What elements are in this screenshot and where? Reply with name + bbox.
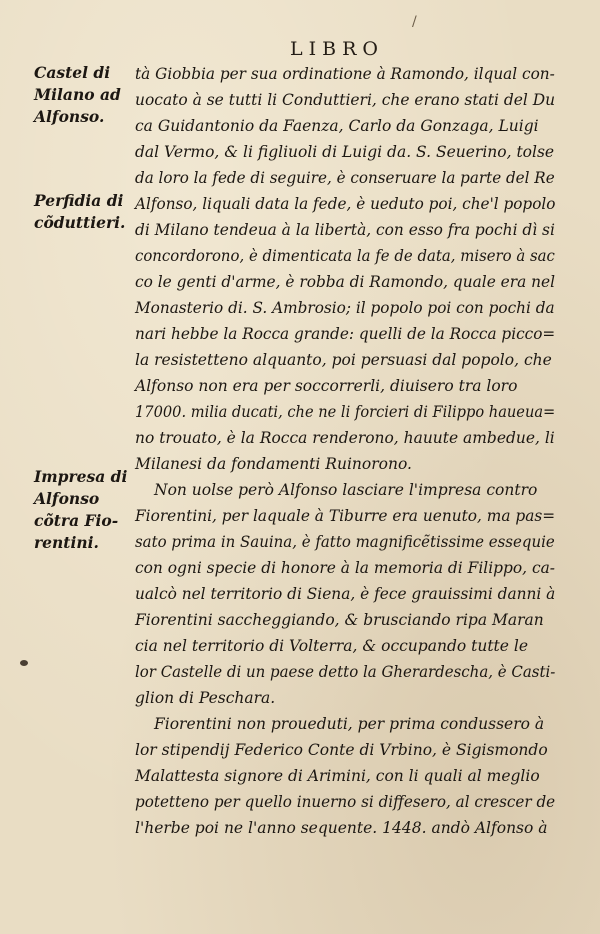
text-line: Alfonso, liquali data la fede, è ueduto poi, che'l popolo (135, 195, 556, 213)
text-line: di Milano tendeua à la libertà, con esso fra pochi dì si (135, 221, 555, 239)
text-line: Alfonso non era per soccorrerli, diuisero tra loro (135, 377, 518, 395)
margin-note-line: Impresa di (34, 467, 128, 486)
text-line: co le genti d'arme, è robba di Ramondo, quale era nel (135, 273, 556, 291)
margin-note-impresa (34, 466, 127, 554)
text-line: Milanesi da fondamenti Ruinorono. (135, 455, 412, 473)
text-line: da loro la fede di seguire, è conseruare la parte del Re (135, 169, 555, 187)
margin-note-perfidia (34, 190, 125, 234)
text-line: 17000. milia ducati, che ne li forcieri di Filippo haueua= (135, 403, 556, 421)
text-line: Fiorentini saccheggiando, & brusciando ripa Maran (135, 611, 544, 629)
margin-note-line: rentini. (34, 533, 99, 552)
running-header: LIBRO (290, 38, 384, 60)
margin-note-line: cõduttieri. (34, 213, 126, 232)
text-line: sato prima in Sauina, è fatto magnificẽtissime essequie (135, 533, 555, 551)
ink-blot (20, 660, 28, 666)
margin-note-line: Alfonso. (34, 107, 105, 126)
text-line: la resistetteno alquanto, poi persuasi dal popolo, che (135, 351, 552, 369)
text-line: ualcò nel territorio di Siena, è fece grauissimi danni à (135, 585, 556, 603)
text-line: ca Guidantonio da Faenza, Carlo da Gonzaga, Luigi (135, 117, 539, 135)
text-line: Fiorentini non proueduti, per prima condussero à (154, 715, 545, 733)
text-line: Non uolse però Alfonso lasciare l'impresa contro (154, 481, 538, 499)
margin-note-line: Perfidia di (34, 191, 124, 210)
text-line: Monasterio di. S. Ambrosio; il popolo poi con pochi da (135, 299, 555, 317)
text-line: concordorono, è dimenticata la fe de data, misero à sac (135, 247, 555, 265)
margin-note-line: Milano ad (34, 85, 121, 104)
text-line: tà Giobbia per sua ordinatione à Ramondo, ilqual con- (135, 65, 555, 83)
text-line: lor stipendij Federico Conte di Vrbino, è Sigismondo (135, 741, 548, 759)
margin-note-castel (34, 62, 121, 128)
margin-note-line: Alfonso (34, 489, 100, 508)
text-line: lor Castelle di un paese detto la Gherardescha, è Casti- (135, 663, 556, 681)
margin-note-line: cõtra Fio- (34, 511, 119, 530)
text-line: Malattesta signore di Arimini, con li quali al meglio (135, 767, 540, 785)
text-line: nari hebbe la Rocca grande: quelli de la Rocca picco= (135, 325, 556, 343)
text-line: con ogni specie di honore à la memoria di Filippo, ca- (135, 559, 556, 577)
text-line: potetteno per quello inuerno si diffesero, al crescer de (135, 793, 556, 811)
text-line: dal Vermo, & li figliuoli di Luigi da. S. Seuerino, tolse (135, 143, 555, 161)
text-line: glion di Peschara. (135, 689, 276, 707)
text-line: no trouato, è la Rocca renderono, hauute ambedue, li (135, 429, 555, 447)
page-tick-mark: / (412, 14, 417, 30)
text-line: cia nel territorio di Volterra, & occupando tutte le (135, 637, 529, 655)
text-line: Fiorentini, per laquale à Tiburre era uenuto, ma pas= (135, 507, 556, 525)
margin-note-line: Castel di (34, 63, 111, 82)
text-line: l'herbe poi ne l'anno sequente. 1448. andò Alfonso à (135, 819, 548, 837)
text-line: uocato à se tutti li Conduttieri, che erano stati del Du (135, 91, 556, 109)
